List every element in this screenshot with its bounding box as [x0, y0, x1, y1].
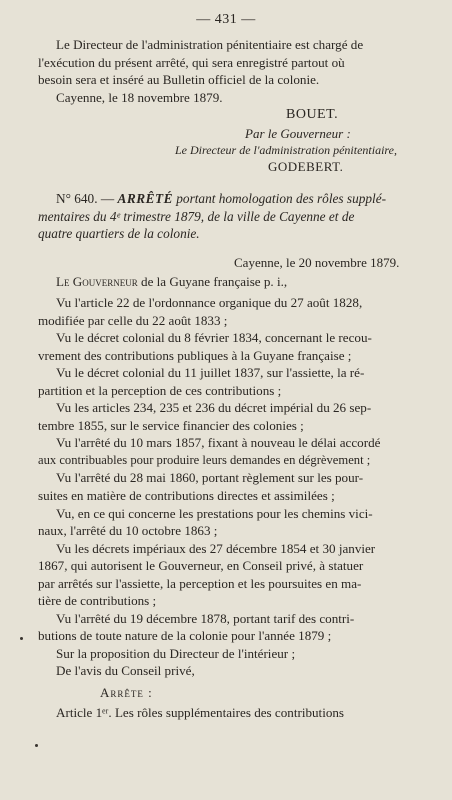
paper-speck — [35, 744, 38, 747]
body-line: Sur la proposition du Directeur de l'intérieur ; — [56, 645, 296, 661]
arrete-title-line: quatre quartiers de la colonie. — [38, 226, 200, 241]
body-line: Vu l'arrêté du 28 mai 1860, portant règlement sur les pour- — [56, 470, 364, 486]
body-line: aux contribuables pour produire leurs demandes en dégrèvement ; — [38, 452, 371, 467]
text-line: Le Directeur de l'administration pénitentiaire est chargé de — [56, 37, 364, 52]
text-line: besoin sera et inséré au Bulletin officiel de la colonie. — [38, 72, 320, 87]
governor-line — [38, 273, 416, 291]
body-line: butions de toute nature de la colonie pour l'année 1879 ; — [38, 628, 332, 644]
arrete-date: Cayenne, le 20 novembre 1879. — [234, 255, 400, 270]
intro-paragraph — [38, 36, 416, 106]
body-line: suites en matière de contributions directes et assimilées ; — [38, 488, 335, 504]
body-line: partition et la perception de ces contributions ; — [38, 382, 282, 398]
governor-label: Le Gouverneur — [56, 274, 138, 289]
body-line: modifiée par celle du 22 août 1833 ; — [38, 312, 228, 328]
body-line: Vu les décrets impériaux des 27 décembre 1854 et 30 janvier — [56, 540, 376, 556]
body-line: Vu l'arrêté du 19 décembre 1878, portant tarif des contri- — [56, 610, 355, 626]
arrete-title-line: mentaires du 4ᵉ trimestre 1879, de la ville de Cayenne et de — [38, 208, 355, 224]
arrete-label: Arrête : — [100, 685, 153, 700]
arrete-title-line: portant homologation des rôles supplé- — [176, 191, 387, 206]
body-line: vrement des contributions publiques à la Guyane française ; — [38, 347, 352, 363]
body-line: par arrêtés sur l'assiette, la perception et les poursuites en ma- — [38, 575, 362, 591]
text-line: l'exécution du présent arrêté, qui sera enregistré partout où — [38, 54, 345, 70]
body-line: Vu le décret colonial du 11 juillet 1837, sur l'assiette, la ré- — [56, 365, 365, 381]
article-line — [38, 704, 416, 722]
body-line: Vu le décret colonial du 8 février 1834, concernant le recou- — [56, 330, 372, 346]
body-line: tembre 1855, sur le service financier des colonies ; — [38, 417, 304, 433]
signature-par: Par le Gouverneur : — [245, 126, 351, 141]
body-text — [38, 294, 416, 680]
signature-name-2: GODEBERT. — [268, 159, 344, 174]
body-line: De l'avis du Conseil privé, — [56, 663, 195, 679]
body-line: Vu les articles 234, 235 et 236 du décret impérial du 26 sep- — [56, 400, 372, 416]
date-line: Cayenne, le 18 novembre 1879. — [56, 89, 223, 105]
signature-title: Le Directeur de l'administration pénitentiaire, — [175, 143, 397, 157]
signature-name: BOUET. — [286, 107, 339, 122]
body-line: naux, l'arrêté du 10 octobre 1863 ; — [38, 523, 218, 539]
arrete-title — [38, 190, 416, 243]
body-line: tière de contributions ; — [38, 593, 157, 609]
arrete-heading: ARRÊTÉ — [117, 191, 173, 206]
body-line: 1867, qui autorisent le Gouverneur, en Conseil privé, à statuer — [38, 558, 364, 574]
article-text: Les rôles supplémentaires des contributions — [114, 705, 345, 720]
body-line: Vu, en ce qui concerne les prestations pour les chemins vici- — [56, 505, 373, 521]
page-number: — 431 — — [196, 12, 256, 27]
arrete-number: N° 640. — — [56, 191, 115, 206]
body-line: Vu l'arrêté du 10 mars 1857, fixant à nouveau le délai accordé — [56, 435, 381, 451]
article-label: Article 1ᵉʳ. — [56, 705, 112, 720]
body-line: Vu l'article 22 de l'ordonnance organique du 27 août 1828, — [56, 295, 363, 310]
paper-speck — [20, 637, 23, 640]
governor-rest: de la Guyane française p. i., — [141, 274, 288, 289]
